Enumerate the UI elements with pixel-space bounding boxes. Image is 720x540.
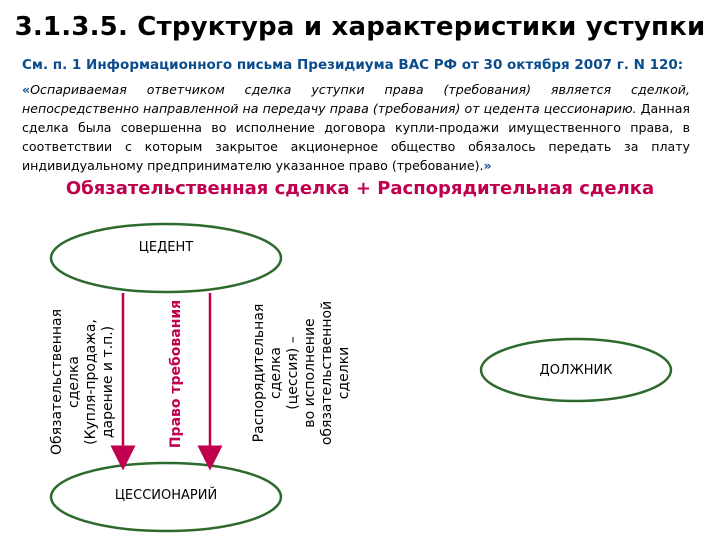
deal-formula: Обязательственная сделка + Распорядительная сделка [65,178,655,199]
quote-italic-text: Оспариваемая ответчиком сделка уступки права (требования) является сделкой, непосредственно направленной на передачу права (требования) от цедента цессионарию. [22,82,690,116]
cessionary-label: ЦЕССИОНАРИЙ [114,488,218,503]
source-reference: См. п. 1 Информационного письма Президиума ВАС РФ от 30 октября 2007 г. N 120: [22,57,684,73]
cedent-oval [51,224,281,292]
quote-open-mark: « [22,82,31,97]
slide-title: 3.1.3.5. Структура и характеристики уступки [14,12,706,42]
cedent-label: ЦЕДЕНТ [138,240,194,255]
right-claim-label: Право требования [168,299,184,449]
debtor-label: ДОЛЖНИК [539,363,613,378]
quote-close-mark: » [483,158,492,173]
disposition-deal-label: Распорядительная сделка (цессия) – во исполнение обязательственной сделки [251,300,352,446]
quote-normal-text: Данная сделка была совершенна во исполнение договора купли-продажи имущественного права, в соответствии с которым закрытое акционерное общество обязалось передать за плату индивидуальному предпринимателю указанное право (требование). [22,101,690,173]
obligation-deal-label: Обязательственная сделка (Купля-продажа, дарение и т.п.) [49,308,116,456]
